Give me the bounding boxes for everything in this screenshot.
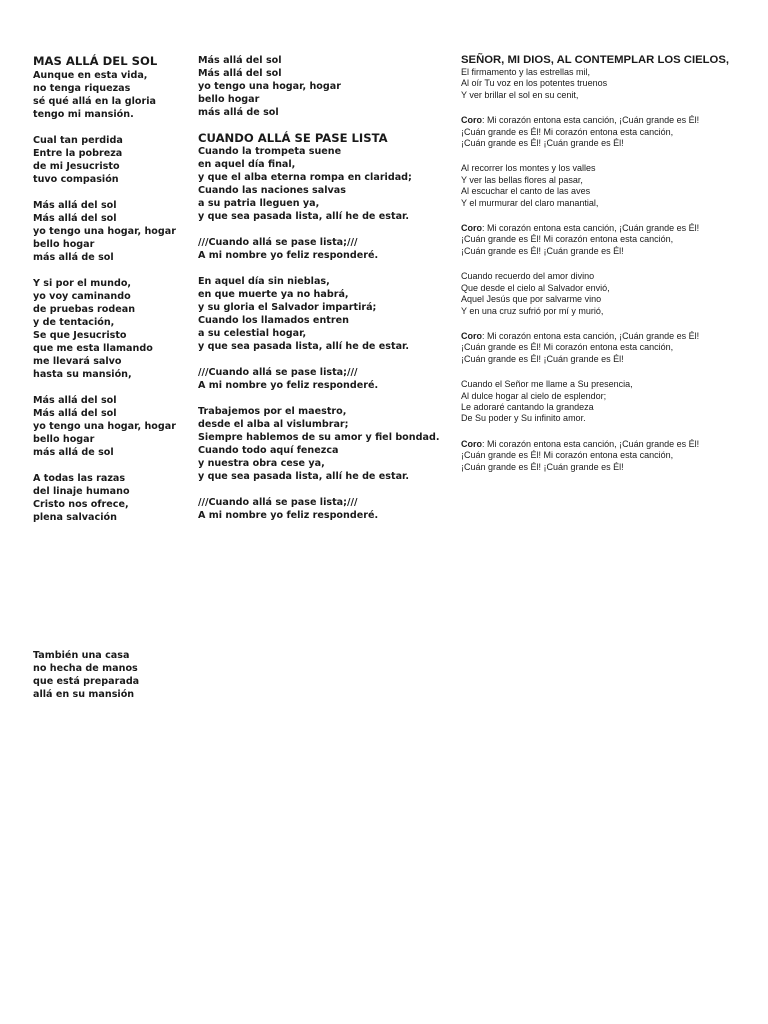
stanza bbox=[33, 134, 193, 186]
verse-line: Más allá del sol bbox=[198, 55, 282, 66]
verse-line: A mi nombre yo feliz responderé. bbox=[198, 250, 379, 261]
chorus-stanza bbox=[198, 236, 443, 262]
verse-line: Le adoraré cantando la grandeza bbox=[461, 401, 594, 412]
verse-line: Cual tan perdida bbox=[33, 135, 123, 146]
verse-line: en que muerte ya no habrá, bbox=[198, 289, 349, 300]
verse-line: Cuando los llamados entren bbox=[198, 315, 349, 326]
verse-line: Cuando recuerdo del amor divino bbox=[461, 271, 595, 282]
verse-line: más allá de sol bbox=[198, 107, 279, 118]
verse-line: ¡Cuán grande es Él! ¡Cuán grande es Él! bbox=[461, 353, 624, 364]
hymn-title-senor-mi-dios: SEÑOR, MI DIOS, AL CONTEMPLAR LOS CIELOS, bbox=[461, 54, 730, 66]
verse-line: yo tengo una hogar, hogar bbox=[198, 81, 341, 92]
chorus-text: : Mi corazón entona esta canción, ¡Cuán grande es Él! bbox=[482, 330, 700, 341]
verse-line: Cuando todo aquí fenezca bbox=[198, 445, 339, 456]
verse-line: y que sea pasada lista, allí he de estar. bbox=[198, 211, 410, 222]
verse-line: Y en una cruz sufrió por mí y murió, bbox=[461, 305, 604, 316]
chorus-stanza bbox=[461, 115, 761, 149]
verse-line: Siempre hablemos de su amor y fiel bondad. bbox=[198, 432, 440, 443]
verse-line: Al dulce hogar al cielo de esplendor; bbox=[461, 390, 607, 401]
verse-line: Que desde el cielo al Salvador envió, bbox=[461, 282, 610, 293]
verse-line: yo tengo una hogar, hogar bbox=[33, 421, 176, 432]
chorus-text: : Mi corazón entona esta canción, ¡Cuán grande es Él! bbox=[482, 115, 700, 126]
verse-line: Aquel Jesús que por salvarme vino bbox=[461, 294, 602, 305]
verse-line: De Su poder y Su infinito amor. bbox=[461, 413, 586, 424]
stanza-detached bbox=[33, 649, 193, 701]
hymn-title-cuando-alla-se-pase-lista: CUANDO ALLÁ SE PASE LISTA bbox=[198, 131, 388, 145]
verse-line: que me esta llamando bbox=[33, 343, 153, 354]
verse-line: y nuestra obra cese ya, bbox=[198, 458, 325, 469]
verse-line: Y el murmurar del claro manantial, bbox=[461, 197, 599, 208]
chorus-label: Coro bbox=[461, 223, 482, 234]
stanza bbox=[198, 145, 443, 223]
verse-line: ///Cuando allá se pase lista;/// bbox=[198, 497, 358, 508]
stanza bbox=[461, 67, 761, 101]
chorus-stanza bbox=[33, 199, 193, 264]
verse-line: y que sea pasada lista, allí he de estar. bbox=[198, 341, 410, 352]
verse-line bbox=[461, 439, 761, 450]
verse-line: Cuando el Señor me llame a Su presencia, bbox=[461, 379, 633, 390]
verse-line: ¡Cuán grande es Él! ¡Cuán grande es Él! bbox=[461, 461, 624, 472]
hymn-column-2 bbox=[198, 54, 443, 535]
hymn-column-1 bbox=[33, 54, 193, 537]
chorus-stanza bbox=[198, 366, 443, 392]
chorus-text: : Mi corazón entona esta canción, ¡Cuán grande es Él! bbox=[482, 223, 700, 234]
verse-line: tuvo compasión bbox=[33, 174, 119, 185]
verse-line: más allá de sol bbox=[33, 252, 114, 263]
verse-line: Cuando las naciones salvas bbox=[198, 185, 346, 196]
verse-line: Se que Jesucristo bbox=[33, 330, 127, 341]
stanza bbox=[198, 275, 443, 353]
chorus-stanza bbox=[33, 394, 193, 459]
verse-line: sé qué allá en la gloria bbox=[33, 96, 156, 107]
chorus-stanza bbox=[461, 439, 761, 473]
verse-line: y su gloria el Salvador impartirá; bbox=[198, 302, 377, 313]
stanza bbox=[461, 163, 761, 209]
verse-line: El firmamento y las estrellas mil, bbox=[461, 67, 591, 77]
verse-line: yo voy caminando bbox=[33, 291, 131, 302]
verse-line: ///Cuando allá se pase lista;/// bbox=[198, 237, 358, 248]
verse-line: yo tengo una hogar, hogar bbox=[33, 226, 176, 237]
verse-line: ¡Cuán grande es Él! Mi corazón entona esta canción, bbox=[461, 342, 674, 353]
verse-line: Y si por el mundo, bbox=[33, 278, 132, 289]
verse-line: que está preparada bbox=[33, 676, 140, 687]
chorus-stanza bbox=[198, 54, 443, 119]
stanza bbox=[33, 277, 193, 381]
verse-line: ¡Cuán grande es Él! ¡Cuán grande es Él! bbox=[461, 138, 624, 149]
verse-line: Más allá del sol bbox=[33, 213, 117, 224]
verse-line: bello hogar bbox=[198, 94, 260, 105]
verse-line: A mi nombre yo feliz responderé. bbox=[198, 510, 379, 521]
stanza bbox=[461, 271, 761, 317]
chorus-label: Coro bbox=[461, 330, 482, 341]
verse-line: de mi Jesucristo bbox=[33, 161, 120, 172]
stanza bbox=[461, 379, 761, 425]
verse-line: a su patria lleguen ya, bbox=[198, 198, 320, 209]
verse-line: También una casa bbox=[33, 650, 130, 661]
verse-line: bello hogar bbox=[33, 434, 95, 445]
chorus-label: Coro bbox=[461, 115, 482, 126]
verse-line: en aquel día final, bbox=[198, 159, 296, 170]
stanza bbox=[198, 405, 443, 483]
verse-line bbox=[461, 331, 761, 342]
verse-line: ¡Cuán grande es Él! Mi corazón entona esta canción, bbox=[461, 450, 674, 461]
hymn-title-mas-alla-del-sol: MAS ALLÁ DEL SOL bbox=[33, 54, 158, 68]
verse-line: Aunque en esta vida, bbox=[33, 70, 148, 81]
verse-line: ¡Cuán grande es Él! ¡Cuán grande es Él! bbox=[461, 245, 624, 256]
verse-line: Al recorrer los montes y los valles bbox=[461, 163, 596, 174]
verse-line: A mi nombre yo feliz responderé. bbox=[198, 380, 379, 391]
verse-line: Más allá del sol bbox=[33, 200, 117, 211]
verse-line: Entre la pobreza bbox=[33, 148, 123, 159]
verse-line: tengo mi mansión. bbox=[33, 109, 134, 120]
verse-line: Más allá del sol bbox=[33, 395, 117, 406]
verse-line: ¡Cuán grande es Él! Mi corazón entona esta canción, bbox=[461, 234, 674, 245]
verse-line: bello hogar bbox=[33, 239, 95, 250]
verse-line bbox=[461, 115, 761, 126]
verse-line: Trabajemos por el maestro, bbox=[198, 406, 347, 417]
chorus-stanza bbox=[198, 496, 443, 522]
verse-line: Cristo nos ofrece, bbox=[33, 499, 129, 510]
verse-line: ///Cuando allá se pase lista;/// bbox=[198, 367, 358, 378]
verse-line: y que el alba eterna rompa en claridad; bbox=[198, 172, 412, 183]
verse-line: A todas las razas bbox=[33, 473, 126, 484]
verse-line: a su celestial hogar, bbox=[198, 328, 307, 339]
verse-line: Y ver las bellas flores al pasar, bbox=[461, 174, 583, 185]
verse-line: plena salvación bbox=[33, 512, 117, 523]
verse-line: Al escuchar el canto de las aves bbox=[461, 186, 591, 197]
stanza bbox=[33, 69, 193, 121]
verse-line: del linaje humano bbox=[33, 486, 130, 497]
verse-line: Y ver brillar el sol en su cenit, bbox=[461, 89, 579, 100]
verse-line: desde el alba al vislumbrar; bbox=[198, 419, 349, 430]
verse-line: no hecha de manos bbox=[33, 663, 138, 674]
verse-line: no tenga riquezas bbox=[33, 83, 131, 94]
verse-line bbox=[461, 223, 761, 234]
stanza bbox=[33, 472, 193, 524]
verse-line: Más allá del sol bbox=[33, 408, 117, 419]
verse-line: allá en su mansión bbox=[33, 689, 135, 700]
verse-line: Cuando la trompeta suene bbox=[198, 146, 342, 157]
verse-line: de pruebas rodean bbox=[33, 304, 136, 315]
verse-line: En aquel día sin nieblas, bbox=[198, 276, 330, 287]
chorus-stanza bbox=[461, 331, 761, 365]
hymn-column-3 bbox=[461, 54, 761, 487]
chorus-label: Coro bbox=[461, 438, 482, 449]
verse-line: Al oír Tu voz en los potentes truenos bbox=[461, 78, 608, 89]
verse-line: hasta su mansión, bbox=[33, 369, 132, 380]
chorus-stanza bbox=[461, 223, 761, 257]
verse-line: ¡Cuán grande es Él! Mi corazón entona esta canción, bbox=[461, 126, 674, 137]
verse-line: me llevará salvo bbox=[33, 356, 122, 367]
verse-line: y que sea pasada lista, allí he de estar. bbox=[198, 471, 410, 482]
verse-line: más allá de sol bbox=[33, 447, 114, 458]
verse-line: y de tentación, bbox=[33, 317, 115, 328]
verse-line: Más allá del sol bbox=[198, 68, 282, 79]
chorus-text: : Mi corazón entona esta canción, ¡Cuán grande es Él! bbox=[482, 438, 700, 449]
